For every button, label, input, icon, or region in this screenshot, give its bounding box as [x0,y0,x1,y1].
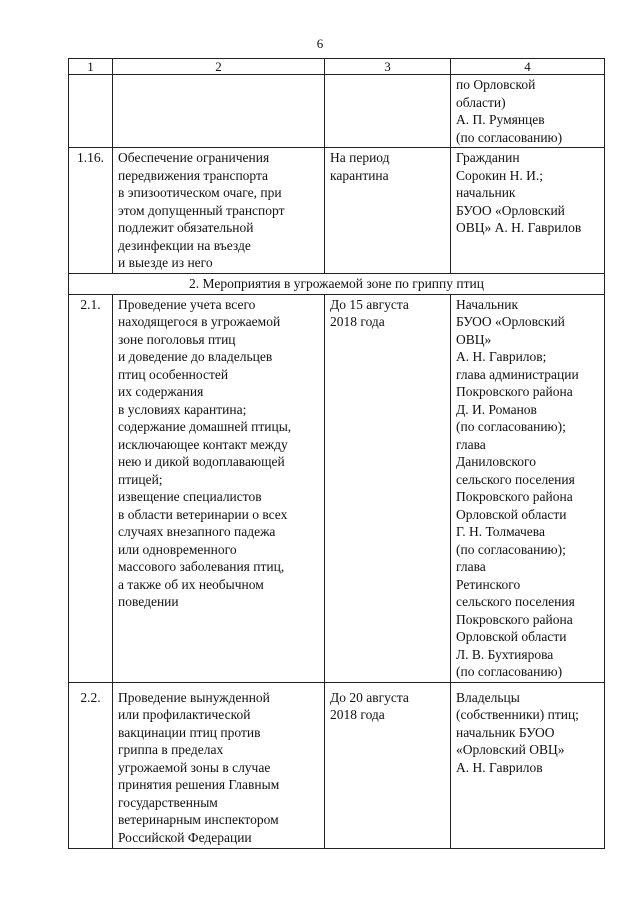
cell-text-line: или одновременного [118,541,237,557]
cell-text-line: птицей; [118,471,163,487]
cell-text-line: БУОО «Орловский [456,202,565,218]
cell-text-line: их содержания [118,384,204,399]
cell-text-line: ОВЦ» А. Н. Гаврилов [456,220,582,235]
cell-text-line: зоне поголовья птиц [118,331,236,347]
cell-text-line: Покровского района [456,384,573,399]
cell-text-line: (собственники) птиц; [456,707,579,722]
cell-text-line: исключающее контакт между [118,436,288,452]
cell-text-line: ветеринарным инспектором [118,812,279,827]
cell-text-line: (по согласованию); [456,541,566,557]
item-number: 2.2. [69,682,113,848]
responsible-cell [451,148,605,274]
cell-text-line: «Орловский ОВЦ» [456,742,565,757]
header-col-3: 3 [325,59,451,75]
cell-text-line: начальник БУОО [456,724,555,740]
cell-text-line: А. П. Румянцев [456,112,545,127]
cell-text-line: Покровского района [456,489,573,504]
cell-text-line: в области ветеринарии о всех [118,506,288,522]
cell-text-line: Орловской области [456,506,567,522]
cell-text-line: 2018 года [330,707,385,722]
cell-text-line: Г. Н. Толмачева [456,524,545,539]
deadline-cell [325,294,451,682]
cell-text-line: До 15 августа [330,296,409,312]
responsible-cell [451,682,605,848]
cell-text-line: (по согласованию) [456,129,563,145]
cell-text-line: Российской Федерации [118,829,252,845]
cell-text-line: Сорокин Н. И.; [456,167,544,183]
cell-text-line: До 20 августа [330,689,409,705]
cell-text-line: А. Н. Гаврилов [456,759,543,775]
cell-text-line: угрожаемой зоны в случае [118,759,271,775]
cell-text-line: нею и дикой водоплавающей [118,454,285,469]
cell-text-line: или профилактической [118,707,251,722]
cell-text-line: (по согласованию); [456,419,566,434]
cell-text-line: Орловской области [456,629,567,644]
cell-text-line: подлежит обязательной [118,220,254,235]
item-number: 1.16. [69,148,113,274]
cell-text-line: этом допущенный транспорт [118,202,285,218]
cell-text-line: по Орловской [456,77,536,92]
cell-text-line: Начальник [456,296,519,312]
cell-text-line: Обеспечение ограничения [118,150,270,165]
cell-text-line: в условиях карантина; [118,401,247,417]
cell-text-line: глава администрации [456,366,579,382]
cell-text-line: БУОО «Орловский [456,314,565,329]
cell-text-line: сельского поселения [456,471,575,487]
cell-text-line: дезинфекции на въезде [118,237,251,253]
cell-text-line: гриппа в пределах [118,742,224,757]
cell-text-line: области) [456,94,506,110]
measure-cell [113,682,325,848]
cell-text-line: извещение специалистов [118,489,262,504]
cell-text-line: Гражданин [456,150,520,165]
table-row-2-2 [69,682,605,848]
cell-text-line: а также об их необычном [118,576,264,592]
section-header-row [69,273,605,294]
cell-text-line: Проведение учета всего [118,296,256,312]
cell-text-line: Л. В. Бухтиярова [456,646,554,662]
deadline-cell [325,148,451,274]
section-title: 2. Мероприятия в угрожаемой зоне по гриппу птиц [69,273,605,294]
item-number: 2.1. [69,294,113,682]
cell-text-line: случаях внезапного падежа [118,524,276,539]
cell-text-line: в эпизоотическом очаге, при [118,185,282,200]
cell-text-line: начальник [456,185,516,200]
cell-text-line: ОВЦ» [456,331,492,347]
measure-cell [113,148,325,274]
deadline-cell [325,682,451,848]
cell-text-line: массового заболевания птиц, [118,559,285,574]
measures-table [68,58,605,849]
cell-text-line: и выезде из него [118,255,213,270]
cell-text-line: Даниловского [456,454,536,469]
cell-text-line: поведении [118,594,179,609]
header-col-2: 2 [113,59,325,75]
header-col-4: 4 [451,59,605,75]
cell-text-line: содержание домашней птицы, [118,419,292,434]
cell-text-line: Покровского района [456,611,573,627]
cell-text-line: карантина [330,167,389,183]
cell-text-line: сельского поселения [456,594,575,609]
cell-text-line: государственным [118,794,218,810]
table-row-1-16 [69,148,605,274]
cell-text-line: На период [330,150,390,165]
cell-text-line: А. Н. Гаврилов; [456,349,547,364]
cell-text-line: птиц особенностей [118,366,229,382]
cell-text-line: (по согласованию) [456,664,563,679]
cell-text-line: Ретинского [456,576,521,592]
cell-text-line: принятия решения Главным [118,777,280,792]
cell-text-line: Д. И. Романов [456,401,537,417]
table-header-row [69,59,605,75]
cell-text-line: Владельцы [456,689,520,705]
cell-text-line: Проведение вынужденной [118,689,270,705]
table-row-2-1 [69,294,605,682]
cell-text-line: и доведение до владельцев [118,349,273,364]
cell-text-line: глава [456,559,486,574]
header-col-1: 1 [69,59,113,75]
cell-text-line: вакцинации птиц против [118,724,261,740]
responsible-cell [451,75,605,148]
measure-cell [113,294,325,682]
cell-text-line: передвижения транспорта [118,167,269,183]
cell-text-line: находящегося в угрожаемой [118,314,281,329]
page-number: 6 [316,36,324,51]
cell-text-line: глава [456,436,486,452]
responsible-cell [451,294,605,682]
cell-text-line: 2018 года [330,314,385,329]
table-row-continuation [69,75,605,148]
